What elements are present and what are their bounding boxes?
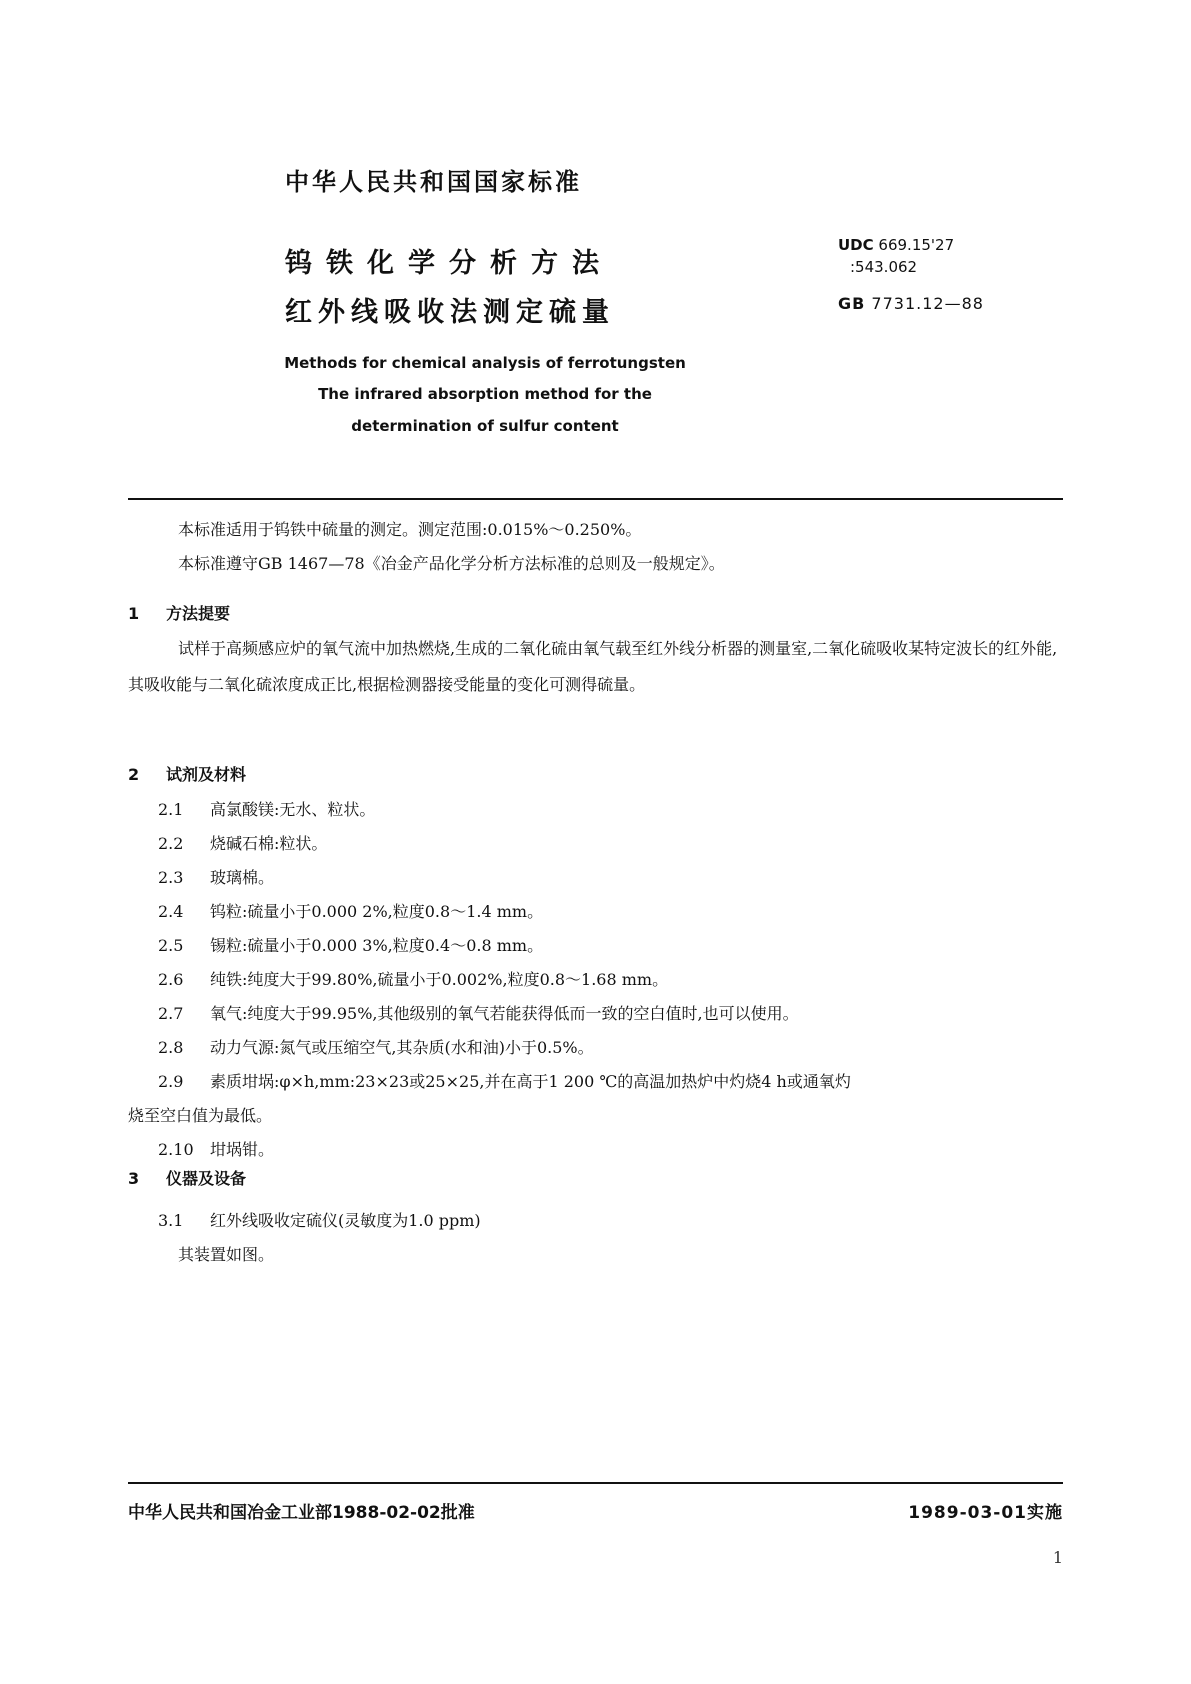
item-text: 素质坩埚:φ×h,mm:23×23或25×25,并在高于1 200 ℃的高温加热炉中灼烧4 h或通氧灼 bbox=[210, 1072, 851, 1091]
item-text: 纯铁:纯度大于99.80%,硫量小于0.002%,粒度0.8～1.68 mm。 bbox=[210, 970, 669, 989]
item-text: 玻璃棉。 bbox=[210, 868, 275, 887]
gb-number bbox=[838, 294, 984, 313]
item-text: 红外线吸收定硫仪(灵敏度为1.0 ppm) bbox=[210, 1211, 481, 1230]
list-item bbox=[158, 1035, 594, 1058]
item-number: 2.5 bbox=[158, 936, 184, 955]
section2-number: 2 bbox=[128, 765, 140, 784]
item-number: 3.1 bbox=[158, 1211, 184, 1230]
title-en-line2: The infrared absorption method for the bbox=[318, 385, 652, 403]
udc-code bbox=[838, 234, 954, 278]
list-item bbox=[158, 831, 327, 854]
section1-number: 1 bbox=[128, 604, 140, 623]
national-standard-heading: 中华人民共和国国家标准 bbox=[285, 168, 582, 196]
item-number: 2.1 bbox=[158, 800, 184, 819]
list-item bbox=[158, 865, 274, 888]
title-en-line3: determination of sulfur content bbox=[351, 417, 619, 435]
list-item bbox=[158, 1208, 481, 1231]
section2-title: 试剂及材料 bbox=[166, 765, 247, 784]
item-text: 钨粒:硫量小于0.000 2%,粒度0.8～1.4 mm。 bbox=[210, 902, 544, 921]
item-text: 坩埚钳。 bbox=[210, 1140, 275, 1159]
section1-heading bbox=[128, 601, 230, 624]
item-text: 锡粒:硫量小于0.000 3%,粒度0.4～0.8 mm。 bbox=[210, 936, 544, 955]
approval-statement: 中华人民共和国冶金工业部1988-02-02批准 bbox=[128, 1503, 475, 1523]
item-text: 动力气源:氮气或压缩空气,其杂质(水和油)小于0.5%。 bbox=[210, 1038, 594, 1057]
section2-heading bbox=[128, 762, 246, 785]
list-item bbox=[158, 1137, 274, 1160]
title-cn-line1: 钨铁化学分析方法 bbox=[285, 248, 613, 279]
item-number: 2.4 bbox=[158, 902, 184, 921]
title-cn-line2: 红外线吸收法测定硫量 bbox=[285, 297, 615, 328]
list-item bbox=[158, 1069, 851, 1092]
list-item bbox=[158, 797, 375, 820]
list-item bbox=[158, 899, 543, 922]
section1-title: 方法提要 bbox=[166, 604, 231, 623]
gb-number-value: 7731.12—88 bbox=[871, 294, 984, 313]
udc-line2: :543.062 bbox=[850, 258, 918, 276]
item-text: 烧碱石棉:粒状。 bbox=[210, 834, 328, 853]
item-number: 2.9 bbox=[158, 1072, 184, 1091]
scope-line1: 本标准适用于钨铁中硫量的测定。测定范围:0.015%～0.250%。 bbox=[178, 520, 642, 539]
item9-continuation: 烧至空白值为最低。 bbox=[128, 1106, 273, 1125]
udc-label: UDC bbox=[838, 236, 874, 254]
page-number: 1 bbox=[1052, 1548, 1063, 1567]
section3-heading bbox=[128, 1166, 246, 1189]
item-number: 2.10 bbox=[158, 1140, 194, 1159]
item-number: 2.7 bbox=[158, 1004, 184, 1023]
section3-number: 3 bbox=[128, 1169, 140, 1188]
gb-label: GB bbox=[838, 294, 866, 313]
item-number: 2.2 bbox=[158, 834, 184, 853]
udc-line1: 669.15'27 bbox=[878, 236, 955, 254]
item-text: 高氯酸镁:无水、粒状。 bbox=[210, 800, 376, 819]
item-number: 2.6 bbox=[158, 970, 184, 989]
title-en-line1: Methods for chemical analysis of ferrotungsten bbox=[284, 354, 686, 372]
header-divider bbox=[128, 498, 1063, 500]
item-text: 氧气:纯度大于99.95%,其他级别的氧气若能获得低而一致的空白值时,也可以使用。 bbox=[210, 1004, 799, 1023]
device-text: 其装置如图。 bbox=[178, 1245, 275, 1264]
list-item bbox=[158, 967, 668, 990]
section1-body: 试样于高频感应炉的氧气流中加热燃烧,生成的二氧化硫由氧气载至红外线分析器的测量室,二氧化硫吸收某特定波长的红外能,其吸收能与二氧化硫浓度成正比,根据检测器接受能量的变化可测得硫量。 bbox=[128, 639, 1058, 694]
list-item bbox=[158, 1001, 799, 1024]
scope-line2: 本标准遵守GB 1467—78《冶金产品化学分析方法标准的总则及一般规定》。 bbox=[178, 554, 725, 573]
section3-title: 仪器及设备 bbox=[166, 1169, 247, 1188]
footer-divider bbox=[128, 1482, 1063, 1484]
item-number: 2.3 bbox=[158, 868, 184, 887]
item-number: 2.8 bbox=[158, 1038, 184, 1057]
implementation-date: 1989-03-01实施 bbox=[908, 1503, 1063, 1523]
list-item bbox=[158, 933, 543, 956]
